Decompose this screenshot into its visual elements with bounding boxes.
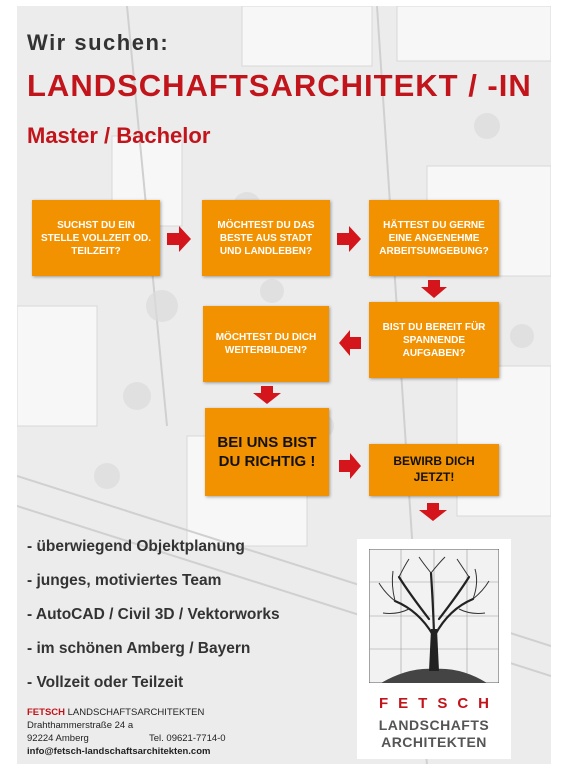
list-item: - überwiegend Objektplanung bbox=[27, 538, 245, 555]
tree-icon bbox=[369, 549, 499, 683]
city: 92224 Amberg bbox=[27, 733, 89, 744]
email-link[interactable]: info@fetsch-landschaftsarchitekten.com bbox=[27, 746, 211, 757]
flow-box-apply-now: BEWIRB DICH JETZT! bbox=[369, 444, 499, 496]
arrow-right-icon bbox=[337, 226, 361, 252]
arrow-right-icon bbox=[339, 453, 361, 479]
benefits-list bbox=[27, 538, 280, 708]
street-address: Drahthammerstraße 24 a bbox=[27, 720, 134, 731]
degree-subtitle: Master / Bachelor bbox=[27, 123, 211, 148]
company-name bbox=[27, 706, 226, 719]
headline: Wir suchen: bbox=[27, 30, 170, 55]
flow-box-training: MÖCHTEST DU DICH WEITERBILDEN? bbox=[203, 306, 329, 382]
company-brand: FETSCH bbox=[27, 707, 65, 718]
job-poster bbox=[17, 6, 551, 764]
list-item: - Vollzeit oder Teilzeit bbox=[27, 674, 184, 691]
arrow-left-icon bbox=[339, 330, 361, 356]
flow-box-fulltime: SUCHST DU EIN STELLE VOLLZEIT OD. TEILZEIT? bbox=[32, 200, 160, 276]
flow-box-work-environment: HÄTTEST DU GERNE EINE ANGENEHME ARBEITSUMGEBUNG? bbox=[369, 200, 499, 276]
logo-line-2: ARCHITEKTEN bbox=[381, 734, 487, 750]
company-logo bbox=[357, 539, 511, 759]
arrow-down-icon bbox=[419, 503, 447, 521]
flow-box-tasks: BIST DU BEREIT FÜR SPANNENDE AUFGABEN? bbox=[369, 302, 499, 378]
list-item: - junges, motiviertes Team bbox=[27, 572, 222, 589]
contact-block bbox=[27, 706, 226, 758]
arrow-down-icon bbox=[421, 280, 447, 298]
logo-name: FETSCH bbox=[379, 695, 499, 712]
job-title: LANDSCHAFTSARCHITEKT / -IN bbox=[27, 68, 532, 103]
logo-line-1: LANDSCHAFTS bbox=[378, 717, 490, 733]
company-name-rest: LANDSCHAFTSARCHITEKTEN bbox=[65, 707, 205, 718]
list-item: - im schönen Amberg / Bayern bbox=[27, 640, 251, 657]
flow-box-right-place: BEI UNS BIST DU RICHTIG ! bbox=[205, 408, 329, 496]
arrow-right-icon bbox=[167, 226, 191, 252]
flow-box-city-country: MÖCHTEST DU DAS BESTE AUS STADT UND LANDLEBEN? bbox=[202, 200, 330, 276]
phone: Tel. 09621-7714-0 bbox=[149, 733, 226, 744]
city-phone-row bbox=[27, 732, 226, 745]
list-item: - AutoCAD / Civil 3D / Vektorworks bbox=[27, 606, 280, 623]
arrow-down-icon bbox=[253, 386, 281, 404]
